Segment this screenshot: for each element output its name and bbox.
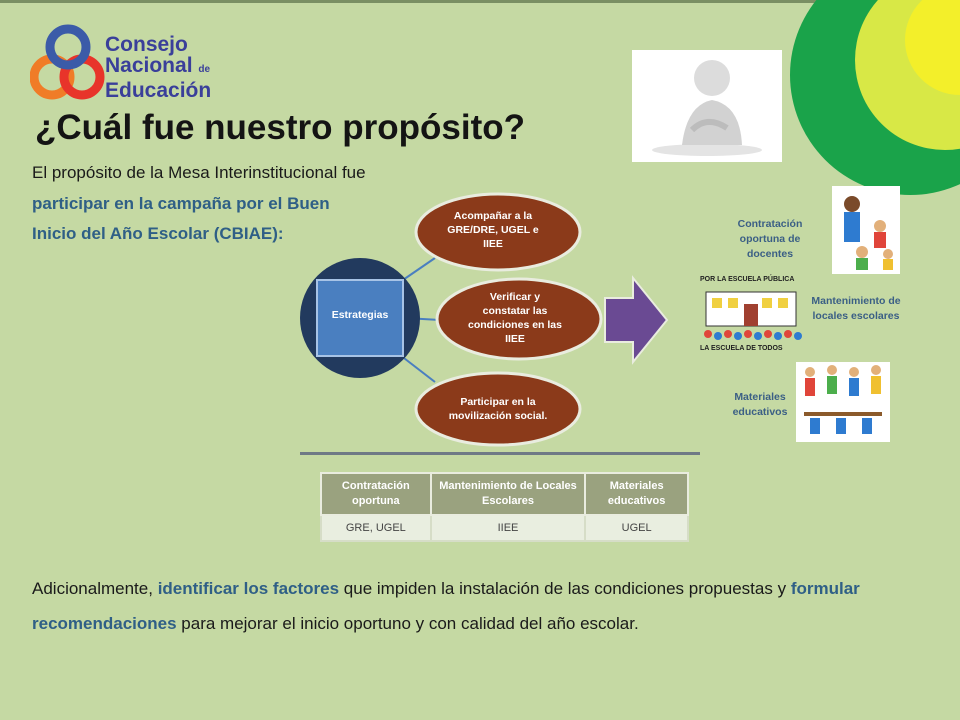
strategy-node-1: Acompañar a la GRE/DRE, UGEL e IIEE — [447, 210, 539, 250]
strategy-node-3: Participar en la movilización social. — [448, 396, 548, 422]
table-header: Materiales educativos — [585, 473, 688, 515]
table-header: Mantenimiento de Locales Escolares — [431, 473, 586, 515]
table-header: Contratación oportuna — [321, 473, 431, 515]
strategy-node-2: Verificar y constatar las condiciones en las IIEE — [468, 291, 562, 345]
table-cell: IIEE — [431, 515, 586, 541]
school-illustration — [698, 274, 804, 356]
students-materials-image — [796, 362, 890, 442]
teacher-children-image — [832, 186, 900, 274]
separator-line — [300, 452, 700, 455]
arrow-right-icon — [605, 278, 667, 362]
table-cell: GRE, UGEL — [321, 515, 431, 541]
logo-icon — [30, 22, 110, 107]
school-sign-top: POR LA ESCUELA PÚBLICA — [700, 276, 795, 283]
worried-figure-image — [632, 50, 782, 162]
logo — [30, 22, 240, 112]
strategy-center-label: Estrategias — [331, 309, 389, 321]
intro-text: El propósito de la Mesa Interinstitucional fue participar en la campaña por el Buen Inicio del Año Escolar (CBIAE): — [32, 163, 366, 243]
logo-text: Consejo Nacional de Educación — [105, 33, 212, 102]
page-title: ¿Cuál fue nuestro propósito? — [35, 108, 525, 147]
table-cell: UGEL — [585, 515, 688, 541]
table-row — [321, 515, 688, 541]
label-materiales-educativos: Materiales educativos — [732, 391, 788, 418]
table-header-row — [321, 473, 688, 515]
label-mantenimiento-locales: Mantenimiento de locales escolares — [811, 295, 901, 322]
responsibility-table — [320, 472, 689, 542]
school-sign-bottom: LA ESCUELA DE TODOS — [700, 345, 783, 352]
additional-paragraph: Adicionalmente, identificar los factores que impiden la instalación de las condiciones propuestas y formular recomendaciones para mejorar el inicio oportuno y con calidad del año escolar. — [32, 579, 860, 633]
label-contratacion-docentes: Contratación oportuna de docentes — [737, 218, 803, 260]
